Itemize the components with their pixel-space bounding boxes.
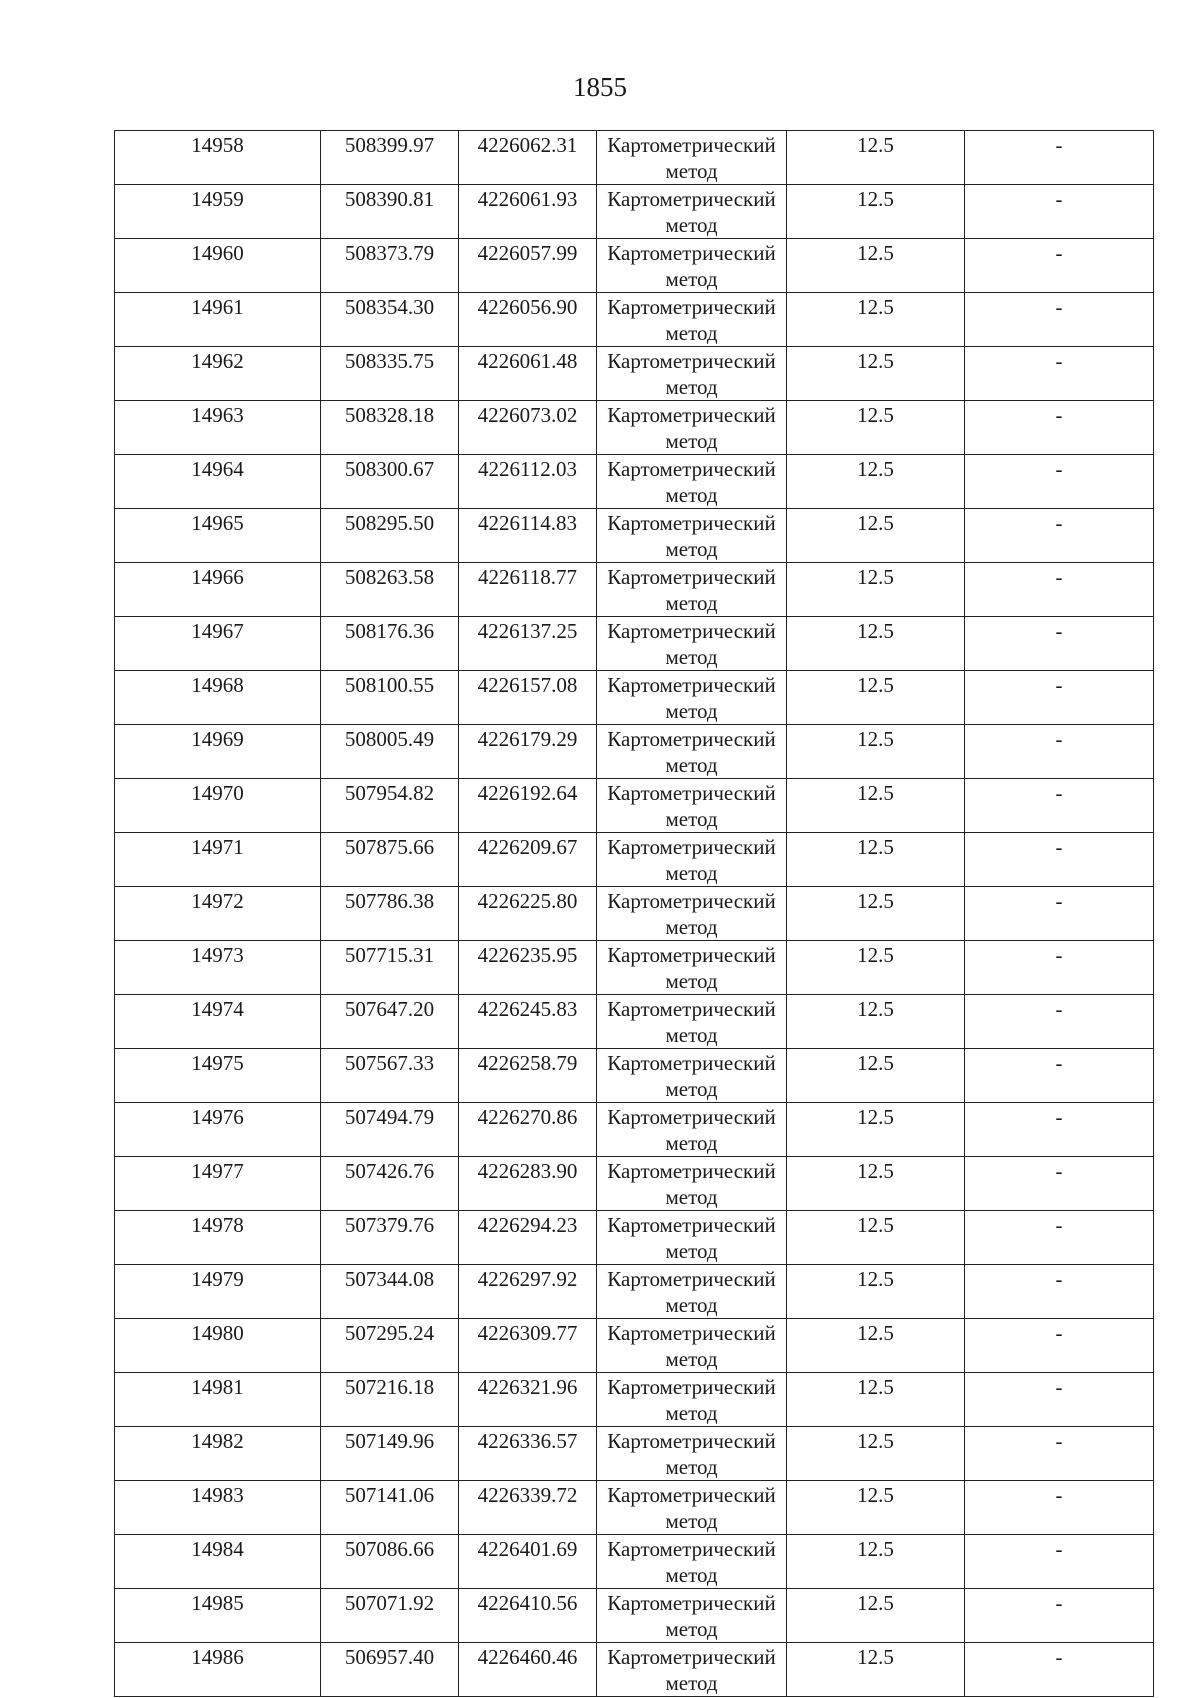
note-cell: - (965, 725, 1154, 779)
y-coordinate-cell: 4226297.92 (459, 1265, 597, 1319)
method-cell: Картометрический метод (597, 1535, 787, 1589)
note-cell: - (965, 1103, 1154, 1157)
method-cell: Картометрический метод (597, 725, 787, 779)
accuracy-cell: 12.5 (787, 941, 965, 995)
y-coordinate-cell: 4226460.46 (459, 1643, 597, 1697)
table-row (115, 509, 1154, 563)
method-cell: Картометрический метод (597, 1481, 787, 1535)
y-coordinate-cell: 4226258.79 (459, 1049, 597, 1103)
y-coordinate-cell: 4226294.23 (459, 1211, 597, 1265)
y-coordinate-cell: 4226321.96 (459, 1373, 597, 1427)
table-row (115, 1049, 1154, 1103)
accuracy-cell: 12.5 (787, 401, 965, 455)
x-coordinate-cell: 508328.18 (321, 401, 459, 455)
x-coordinate-cell: 508100.55 (321, 671, 459, 725)
method-cell: Картометрический метод (597, 617, 787, 671)
accuracy-cell: 12.5 (787, 779, 965, 833)
accuracy-cell: 12.5 (787, 1049, 965, 1103)
y-coordinate-cell: 4226179.29 (459, 725, 597, 779)
note-cell: - (965, 455, 1154, 509)
note-cell: - (965, 671, 1154, 725)
y-coordinate-cell: 4226112.03 (459, 455, 597, 509)
note-cell: - (965, 1589, 1154, 1643)
table-row (115, 131, 1154, 185)
accuracy-cell: 12.5 (787, 617, 965, 671)
point-number-cell: 14959 (115, 185, 321, 239)
point-number-cell: 14981 (115, 1373, 321, 1427)
coordinates-table-body (115, 131, 1154, 1697)
note-cell: - (965, 833, 1154, 887)
y-coordinate-cell: 4226309.77 (459, 1319, 597, 1373)
y-coordinate-cell: 4226073.02 (459, 401, 597, 455)
x-coordinate-cell: 508354.30 (321, 293, 459, 347)
point-number-cell: 14958 (115, 131, 321, 185)
y-coordinate-cell: 4226339.72 (459, 1481, 597, 1535)
note-cell: - (965, 1373, 1154, 1427)
point-number-cell: 14961 (115, 293, 321, 347)
accuracy-cell: 12.5 (787, 1481, 965, 1535)
point-number-cell: 14963 (115, 401, 321, 455)
accuracy-cell: 12.5 (787, 1643, 965, 1697)
table-row (115, 293, 1154, 347)
method-cell: Картометрический метод (597, 1157, 787, 1211)
x-coordinate-cell: 508300.67 (321, 455, 459, 509)
method-cell: Картометрический метод (597, 509, 787, 563)
accuracy-cell: 12.5 (787, 1103, 965, 1157)
x-coordinate-cell: 507494.79 (321, 1103, 459, 1157)
table-row (115, 1589, 1154, 1643)
accuracy-cell: 12.5 (787, 833, 965, 887)
table-row (115, 1103, 1154, 1157)
table-row (115, 1643, 1154, 1697)
y-coordinate-cell: 4226209.67 (459, 833, 597, 887)
note-cell: - (965, 617, 1154, 671)
x-coordinate-cell: 508373.79 (321, 239, 459, 293)
x-coordinate-cell: 507216.18 (321, 1373, 459, 1427)
accuracy-cell: 12.5 (787, 1319, 965, 1373)
note-cell: - (965, 1427, 1154, 1481)
note-cell: - (965, 1481, 1154, 1535)
point-number-cell: 14975 (115, 1049, 321, 1103)
note-cell: - (965, 1643, 1154, 1697)
method-cell: Картометрический метод (597, 185, 787, 239)
note-cell: - (965, 131, 1154, 185)
table-row (115, 833, 1154, 887)
point-number-cell: 14984 (115, 1535, 321, 1589)
point-number-cell: 14967 (115, 617, 321, 671)
table-row (115, 1427, 1154, 1481)
note-cell: - (965, 1319, 1154, 1373)
table-row (115, 887, 1154, 941)
x-coordinate-cell: 506957.40 (321, 1643, 459, 1697)
x-coordinate-cell: 507295.24 (321, 1319, 459, 1373)
note-cell: - (965, 185, 1154, 239)
point-number-cell: 14974 (115, 995, 321, 1049)
note-cell: - (965, 239, 1154, 293)
note-cell: - (965, 293, 1154, 347)
y-coordinate-cell: 4226061.93 (459, 185, 597, 239)
y-coordinate-cell: 4226245.83 (459, 995, 597, 1049)
y-coordinate-cell: 4226225.80 (459, 887, 597, 941)
x-coordinate-cell: 508176.36 (321, 617, 459, 671)
note-cell: - (965, 347, 1154, 401)
accuracy-cell: 12.5 (787, 1157, 965, 1211)
point-number-cell: 14976 (115, 1103, 321, 1157)
note-cell: - (965, 995, 1154, 1049)
y-coordinate-cell: 4226157.08 (459, 671, 597, 725)
point-number-cell: 14970 (115, 779, 321, 833)
point-number-cell: 14965 (115, 509, 321, 563)
accuracy-cell: 12.5 (787, 1373, 965, 1427)
accuracy-cell: 12.5 (787, 239, 965, 293)
table-row (115, 185, 1154, 239)
accuracy-cell: 12.5 (787, 131, 965, 185)
y-coordinate-cell: 4226192.64 (459, 779, 597, 833)
method-cell: Картометрический метод (597, 1049, 787, 1103)
method-cell: Картометрический метод (597, 887, 787, 941)
x-coordinate-cell: 508335.75 (321, 347, 459, 401)
point-number-cell: 14971 (115, 833, 321, 887)
point-number-cell: 14985 (115, 1589, 321, 1643)
x-coordinate-cell: 507875.66 (321, 833, 459, 887)
method-cell: Картометрический метод (597, 401, 787, 455)
accuracy-cell: 12.5 (787, 455, 965, 509)
point-number-cell: 14986 (115, 1643, 321, 1697)
accuracy-cell: 12.5 (787, 185, 965, 239)
note-cell: - (965, 887, 1154, 941)
note-cell: - (965, 563, 1154, 617)
point-number-cell: 14979 (115, 1265, 321, 1319)
x-coordinate-cell: 507567.33 (321, 1049, 459, 1103)
x-coordinate-cell: 508390.81 (321, 185, 459, 239)
page-number: 1855 (573, 72, 627, 102)
table-row (115, 1535, 1154, 1589)
method-cell: Картометрический метод (597, 779, 787, 833)
accuracy-cell: 12.5 (787, 1265, 965, 1319)
y-coordinate-cell: 4226062.31 (459, 131, 597, 185)
table-row (115, 347, 1154, 401)
accuracy-cell: 12.5 (787, 347, 965, 401)
table-row (115, 239, 1154, 293)
point-number-cell: 14973 (115, 941, 321, 995)
table-row (115, 1319, 1154, 1373)
note-cell: - (965, 1049, 1154, 1103)
method-cell: Картометрический метод (597, 131, 787, 185)
method-cell: Картометрический метод (597, 941, 787, 995)
x-coordinate-cell: 508399.97 (321, 131, 459, 185)
point-number-cell: 14966 (115, 563, 321, 617)
method-cell: Картометрический метод (597, 1373, 787, 1427)
x-coordinate-cell: 507149.96 (321, 1427, 459, 1481)
accuracy-cell: 12.5 (787, 293, 965, 347)
table-row (115, 455, 1154, 509)
point-number-cell: 14969 (115, 725, 321, 779)
y-coordinate-cell: 4226137.25 (459, 617, 597, 671)
note-cell: - (965, 779, 1154, 833)
y-coordinate-cell: 4226336.57 (459, 1427, 597, 1481)
method-cell: Картометрический метод (597, 1265, 787, 1319)
table-row (115, 1481, 1154, 1535)
y-coordinate-cell: 4226114.83 (459, 509, 597, 563)
point-number-cell: 14980 (115, 1319, 321, 1373)
y-coordinate-cell: 4226270.86 (459, 1103, 597, 1157)
note-cell: - (965, 1211, 1154, 1265)
x-coordinate-cell: 507071.92 (321, 1589, 459, 1643)
point-number-cell: 14962 (115, 347, 321, 401)
table-row (115, 401, 1154, 455)
y-coordinate-cell: 4226283.90 (459, 1157, 597, 1211)
method-cell: Картометрический метод (597, 1589, 787, 1643)
y-coordinate-cell: 4226057.99 (459, 239, 597, 293)
point-number-cell: 14982 (115, 1427, 321, 1481)
coordinates-table (114, 130, 1154, 1697)
method-cell: Картометрический метод (597, 1643, 787, 1697)
accuracy-cell: 12.5 (787, 1211, 965, 1265)
table-row (115, 941, 1154, 995)
y-coordinate-cell: 4226118.77 (459, 563, 597, 617)
x-coordinate-cell: 507344.08 (321, 1265, 459, 1319)
method-cell: Картометрический метод (597, 1319, 787, 1373)
y-coordinate-cell: 4226401.69 (459, 1535, 597, 1589)
point-number-cell: 14983 (115, 1481, 321, 1535)
note-cell: - (965, 941, 1154, 995)
table-row (115, 1157, 1154, 1211)
accuracy-cell: 12.5 (787, 887, 965, 941)
method-cell: Картометрический метод (597, 1103, 787, 1157)
x-coordinate-cell: 507086.66 (321, 1535, 459, 1589)
method-cell: Картометрический метод (597, 1427, 787, 1481)
table-row (115, 1265, 1154, 1319)
accuracy-cell: 12.5 (787, 1427, 965, 1481)
method-cell: Картометрический метод (597, 455, 787, 509)
note-cell: - (965, 1157, 1154, 1211)
accuracy-cell: 12.5 (787, 1535, 965, 1589)
x-coordinate-cell: 507141.06 (321, 1481, 459, 1535)
accuracy-cell: 12.5 (787, 671, 965, 725)
table-row (115, 671, 1154, 725)
y-coordinate-cell: 4226235.95 (459, 941, 597, 995)
method-cell: Картометрический метод (597, 347, 787, 401)
accuracy-cell: 12.5 (787, 563, 965, 617)
x-coordinate-cell: 507426.76 (321, 1157, 459, 1211)
x-coordinate-cell: 508263.58 (321, 563, 459, 617)
note-cell: - (965, 509, 1154, 563)
point-number-cell: 14977 (115, 1157, 321, 1211)
point-number-cell: 14960 (115, 239, 321, 293)
note-cell: - (965, 1265, 1154, 1319)
method-cell: Картометрический метод (597, 671, 787, 725)
method-cell: Картометрический метод (597, 1211, 787, 1265)
x-coordinate-cell: 507786.38 (321, 887, 459, 941)
table-row (115, 617, 1154, 671)
x-coordinate-cell: 508005.49 (321, 725, 459, 779)
table-row (115, 779, 1154, 833)
x-coordinate-cell: 507715.31 (321, 941, 459, 995)
accuracy-cell: 12.5 (787, 509, 965, 563)
method-cell: Картометрический метод (597, 563, 787, 617)
method-cell: Картометрический метод (597, 239, 787, 293)
table-row (115, 725, 1154, 779)
table-row (115, 1211, 1154, 1265)
y-coordinate-cell: 4226056.90 (459, 293, 597, 347)
x-coordinate-cell: 508295.50 (321, 509, 459, 563)
accuracy-cell: 12.5 (787, 725, 965, 779)
table-row (115, 563, 1154, 617)
point-number-cell: 14964 (115, 455, 321, 509)
x-coordinate-cell: 507954.82 (321, 779, 459, 833)
y-coordinate-cell: 4226410.56 (459, 1589, 597, 1643)
point-number-cell: 14978 (115, 1211, 321, 1265)
accuracy-cell: 12.5 (787, 1589, 965, 1643)
point-number-cell: 14968 (115, 671, 321, 725)
method-cell: Картометрический метод (597, 833, 787, 887)
y-coordinate-cell: 4226061.48 (459, 347, 597, 401)
table-row (115, 1373, 1154, 1427)
table-row (115, 995, 1154, 1049)
point-number-cell: 14972 (115, 887, 321, 941)
method-cell: Картометрический метод (597, 995, 787, 1049)
note-cell: - (965, 1535, 1154, 1589)
accuracy-cell: 12.5 (787, 995, 965, 1049)
note-cell: - (965, 401, 1154, 455)
x-coordinate-cell: 507647.20 (321, 995, 459, 1049)
x-coordinate-cell: 507379.76 (321, 1211, 459, 1265)
method-cell: Картометрический метод (597, 293, 787, 347)
